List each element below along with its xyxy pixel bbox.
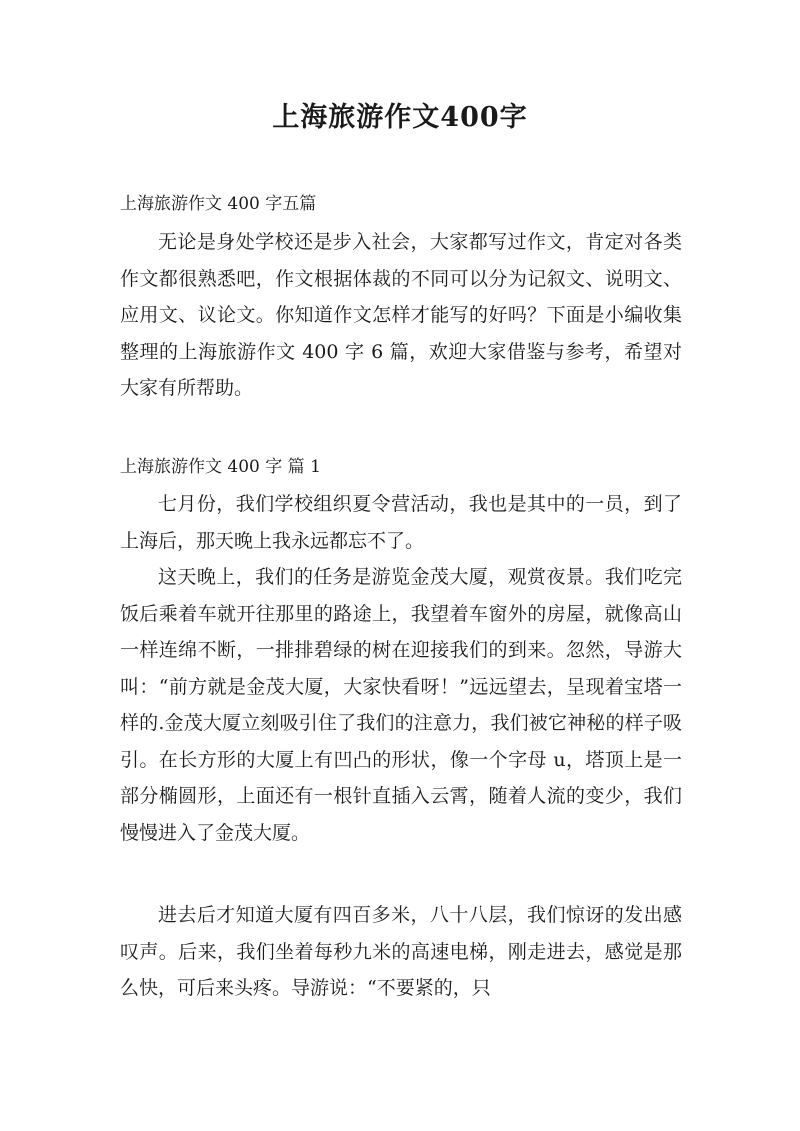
essay-1-paragraph-1: 七月份，我们学校组织夏令营活动，我也是其中的一员，到了上海后，那天晚上我永远都忘不了。 <box>120 493 682 552</box>
document-title: 上海旅游作文400字 <box>272 102 528 133</box>
section-heading: 上海旅游作文 400 字五篇 <box>120 194 317 214</box>
essay-1-paragraph-2: 这天晚上，我们的任务是游览金茂大厦，观赏夜景。我们吃完饭后乘着车就开往那里的路途上，我望着车窗外的房屋，就像高山一样连绵不断，一排排碧绿的树在迎接我们的到来。忽然，导游大叫：“前方就是金茂大厦，大家快看呀！”远远望去，呈现着宝塔一样的.金茂大厦立刻吸引住了我们的注意力，我们被它神秘的样子吸引。在长方形的大厦上有凹凸的形状，像一个字母 u，塔顶上是一部分椭圆形，上面还有一根针直插入云霄，随着人流的变少，我们慢慢进入了金茂大厦。 <box>120 566 682 844</box>
intro-paragraph: 无论是身处学校还是步入社会，大家都写过作文，肯定对各类作文都很熟悉吧，作文根据体裁的不同可以分为记叙文、说明文、应用文、议论文。你知道作文怎样才能写的好吗？下面是小编收集整理的上海旅游作文 400 字 6 篇，欢迎大家借鉴与参考，希望对大家有所帮助。 <box>120 231 682 399</box>
essay-1-heading: 上海旅游作文 400 字 篇 1 <box>120 457 321 477</box>
essay-1-paragraph-3: 进去后才知道大厦有四百多米，八十八层，我们惊讶的发出感叹声。后来，我们坐着每秒九米的高速电梯，刚走进去，感觉是那么快，可后来头疼。导游说：“不要紧的，只 <box>120 904 682 999</box>
